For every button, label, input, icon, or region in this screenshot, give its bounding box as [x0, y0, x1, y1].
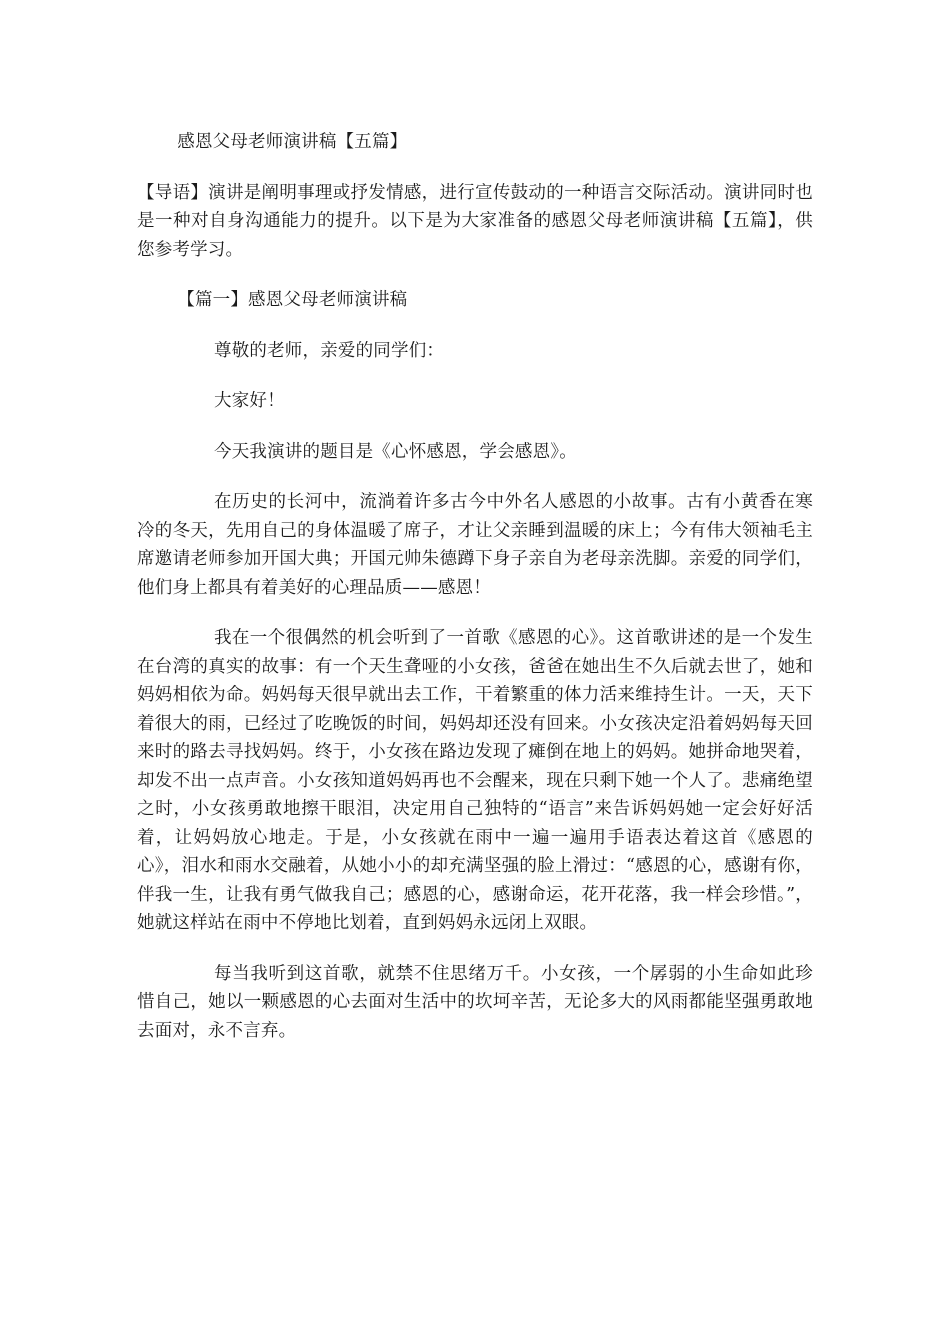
greeting: 大家好！ — [214, 391, 285, 411]
section-heading: 【篇一】感恩父母老师演讲稿 — [177, 290, 408, 310]
document-title: 感恩父母老师演讲稿【五篇】 — [177, 132, 408, 152]
intro-paragraph: 【导语】演讲是阐明事理或抒发情感，进行宣传鼓动的一种语言交际活动。演讲同时也是一种对自身沟通能力的提升。以下是为大家准备的感恩父母老师演讲稿【五篇】，供您参考学习。 — [137, 182, 813, 260]
body-paragraph-2: 我在一个很偶然的机会听到了一首歌《感恩的心》。这首歌讲述的是一个发生在台湾的真实的故事：有一个天生聋哑的小女孩，爸爸在她出生不久后就去世了，她和妈妈相依为命。妈妈每天很早就出去工作，干着繁重的体力活来维持生计。一天，天下着很大的雨，已经过了吃晚饭的时间，妈妈却还没有回来。小女孩决定沿着妈妈每天回来时的路去寻找妈妈。终于，小女孩在路边发现了瘫倒在地上的妈妈。她拼命地哭着，却发不出一点声音。小女孩知道妈妈再也不会醒来，现在只剩下她一个人了。悲痛绝望之时，小女孩勇敢地擦干眼泪，决定用自己独特的“语言”来告诉妈妈她一定会好好活着，让妈妈放心地走。于是，小女孩就在雨中一遍一遍用手语表达着这首《感恩的心》，泪水和雨水交融着，从她小小的却充满坚强的脸上滑过：“感恩的心，感谢有你，伴我一生，让我有勇气做我自己；感恩的心，感谢命运，花开花落，我一样会珍惜。”，她就这样站在雨中不停地比划着，直到妈妈永远闭上双眼。 — [137, 628, 813, 933]
salutation: 尊敬的老师，亲爱的同学们： — [214, 340, 445, 361]
document-page — [137, 128, 813, 1045]
body-paragraph-1: 在历史的长河中，流淌着许多古今中外名人感恩的小故事。古有小黄香在寒冷的冬天，先用自己的身体温暖了席子，才让父亲睡到温暖的床上；今有伟大领袖毛主席邀请老师参加开国大典；开国元帅朱德蹲下身子亲自为老母亲洗脚。亲爱的同学们，他们身上都具有着美好的心理品质——感恩！ — [137, 492, 813, 598]
body-paragraph-3: 每当我听到这首歌，就禁不住思绪万千。小女孩，一个孱弱的小生命如此珍惜自己，她以一颗感恩的心去面对生活中的坎坷辛苦，无论多大的风雨都能坚强勇敢地去面对，永不言弃。 — [137, 963, 813, 1041]
speech-topic: 今天我演讲的题目是《心怀感恩，学会感恩》。 — [214, 441, 577, 462]
